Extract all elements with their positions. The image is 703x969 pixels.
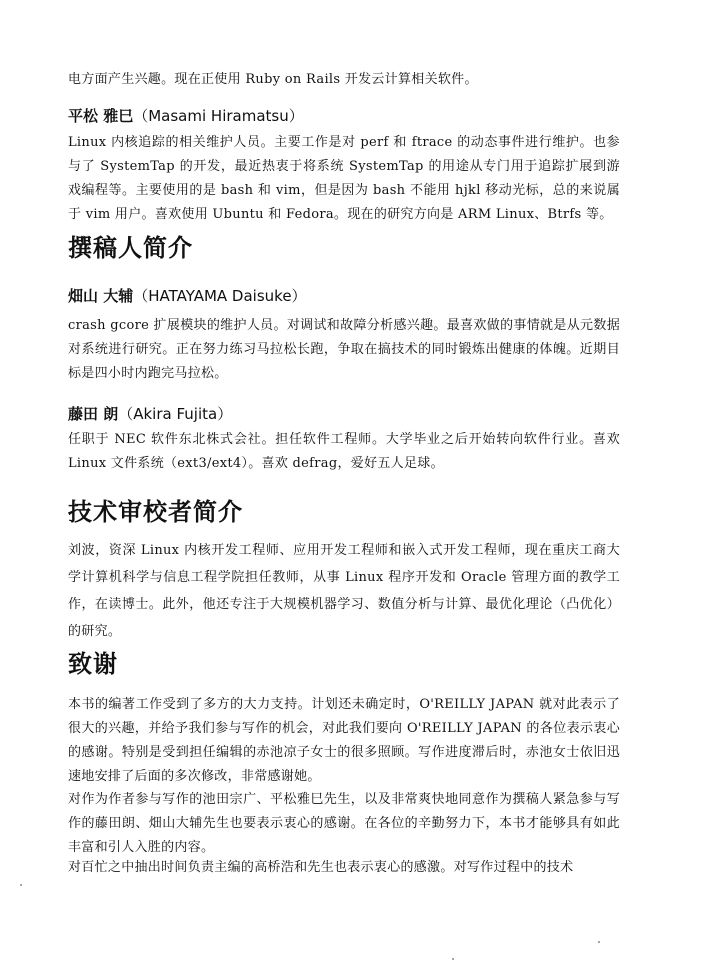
scan-speck [20,884,22,886]
contributor-bio-fujita: 任职于 NEC 软件东北株式会社。担任软件工程师。大学毕业之后开始转向软件行业。喜欢 Linux 文件系统（ext3/ext4）。喜欢 defrag，爱好五人足球。 [68,432,620,471]
contributor-bio-hatayama: crash gcore 扩展模块的维护人员。对调试和故障分析感兴趣。最喜欢做的事情就是从元数据对系统进行研究。正在努力练习马拉松长跑，争取在搞技术的同时锻炼出健康的体魄。近期目标是四小时内跑完马拉松。 [68,318,620,381]
author-name-cn: 平松 雅巳 [68,107,134,125]
author-name-en: （Masami Hiramatsu） [133,107,304,125]
thanks-paragraph-2: 对作为作者参与写作的池田宗广、平松雅巳先生，以及非常爽快地同意作为撰稿人紧急参与写作的藤田朗、畑山大辅先生也要表示衷心的感谢。在各位的辛勤努力下，本书才能够具有如此丰富和引人入胜的内容。 [68,792,620,855]
author-bio-hiramatsu: Linux 内核追踪的相关维护人员。主要工作是对 perf 和 ftrace 的动态事件进行维护。也参与了 SystemTap 的开发，最近热衷于将系统 SystemTap 的用途从专门用于追踪扩展到游戏编程等。主要使用的是 bash 和 vim，但是因为 bash 不能用 hjkl 移动光标，总的来说属于 vim 用户。喜欢使用 Ubuntu 和 Fedora。现在的研究方向是 ARM Linux、Btrfs 等。 [68,135,620,222]
contributor-name-cn: 畑山 大辅 [68,287,134,305]
thanks-paragraph-1: 本书的编著工作受到了多方的大力支持。计划还未确定时，O'REILLY JAPAN 就对此表示了很大的兴趣，并给予我们参与写作的机会，对此我们要向 O'REILLY JAPAN 的各位表示衷心的感谢。特别是受到担任编辑的赤池凉子女士的很多照顾。写作进度滞后时，赤池女士依旧迅速地安排了后面的多次修改，非常感谢她。 [68,697,620,784]
intro-tail-paragraph: 电方面产生兴趣。现在正使用 Ruby on Rails 开发云计算相关软件。 [68,72,478,87]
thanks-paragraph-3: 对百忙之中抽出时间负责主编的高桥浩和先生也表示衷心的感激。对写作过程中的技术 [68,860,574,875]
contributor-name-cn: 藤田 朗 [68,405,119,423]
contributor-name-en: （HATAYAMA Daisuke） [133,287,307,305]
contributor-name-fujita [68,404,620,424]
contributor-name-en: （Akira Fujita） [118,405,233,423]
scan-speck [452,958,454,960]
contributors-section-title: 撰稿人简介 [68,234,193,262]
contributor-name-hatayama [68,286,620,306]
scan-speck [598,941,600,943]
reviewer-section-title: 技术审校者简介 [68,498,243,526]
reviewer-bio: 刘波，资深 Linux 内核开发工程师、应用开发工程师和嵌入式开发工程师，现在重庆工商大学计算机科学与信息工程学院担任教师，从事 Linux 程序开发和 Oracle 管理方面的教学工作，在读博士。此外，他还专注于大规模机器学习、数值分析与计算、最优化理论（凸优化）的研究。 [68,543,620,639]
author-name-hiramatsu [68,106,620,126]
thanks-section-title: 致谢 [68,650,118,678]
